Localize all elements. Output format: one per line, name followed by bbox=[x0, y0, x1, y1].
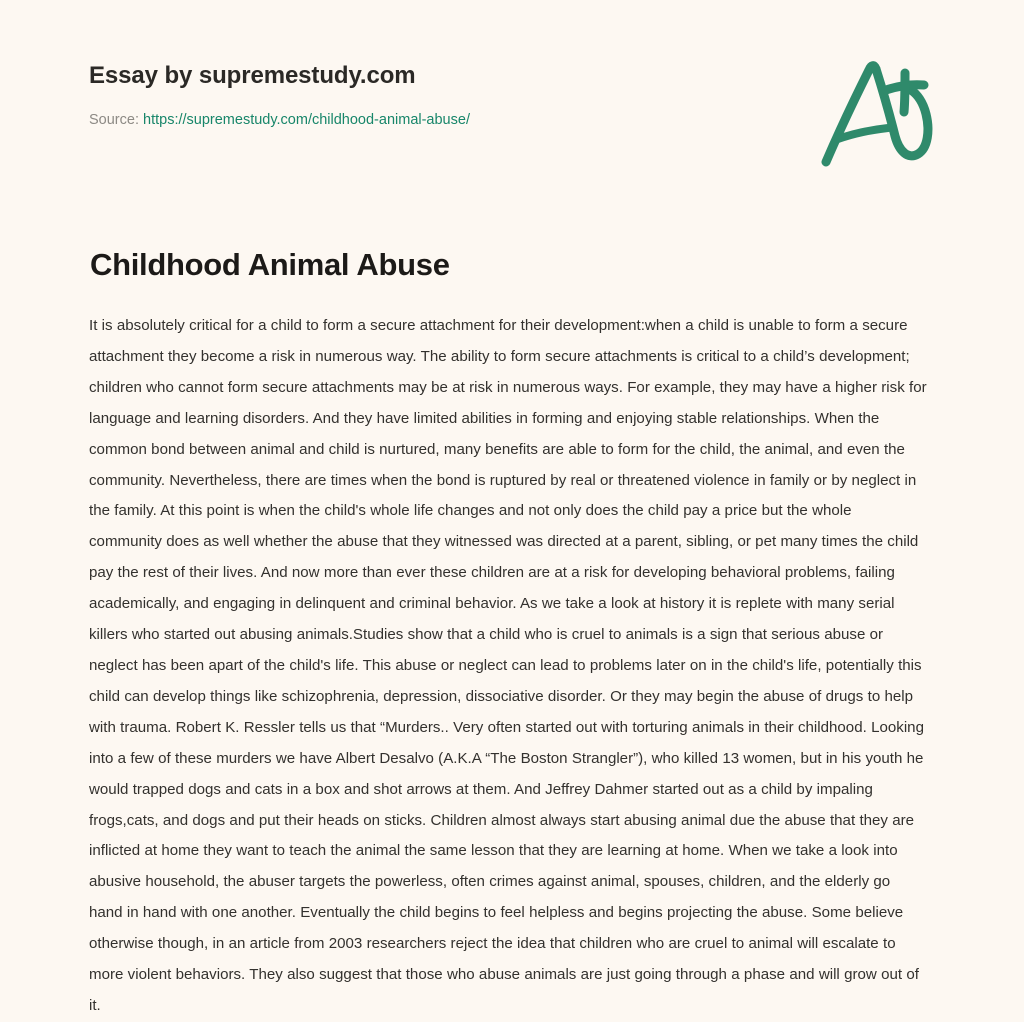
essay-body-text: It is absolutely critical for a child to form a secure attachment for their development:when a child is unable to form a secure attachment they become a risk in numerous way. The ability to form secure attachments is critical to a child’s development; children who cannot form secure attachments may be at risk in numerous ways. For example, they may have a higher risk for language and learning disorders. And they have limited abilities in forming and enjoying stable relationships. When the common bond between animal and child is nurtured, many benefits are able to form for the child, the animal, and even the community. Nevertheless, there are times when the bond is ruptured by real or threatened violence in family or by neglect in the family. At this point is when the child's whole life changes and not only does the child pay a price but the whole community does as well whether the abuse that they witnessed was directed at a parent, sibling, or pet many times the child pay the rest of their lives. And now more than ever these children are at a risk for developing behavioral problems, failing academically, and engaging in delinquent and criminal behavior. As we take a look at history it is replete with many serial killers who started out abusing animals.Studies show that a child who is cruel to animals is a sign that serious abuse or neglect has been apart of the child's life. This abuse or neglect can lead to problems later on in the child's life, potentially this child can develop things like schizophrenia, depression, dissociative disorder. Or they may begin the abuse of drugs to help with trauma. Robert K. Ressler tells us that “Murders.. Very often started out with torturing animals in their childhood. Looking into a few of these murders we have Albert Desalvo (A.K.A “The Boston Strangler”), who killed 13 women, but in his youth he would trapped dogs and cats in a box and shot arrows at them. And Jeffrey Dahmer started out as a child by impaling frogs,cats, and dogs and put their heads on sticks. Children almost always start abusing animal due the abuse that they are inflicted at home they want to teach the animal the same lesson that they are learning at home. When we take a look into abusive household, the abuser targets the powerless, often crimes against animal, spouses, children, and the elderly go hand in hand with one another. Eventually the child begins to feel helpless and begins projecting the abuse. Some believe otherwise though, in an article from 2003 researchers reject the idea that children who are cruel to animal will escalate to more violent behaviors. They also suggest that those who abuse animals are just going through a phase and will grow out of it. bbox=[89, 317, 927, 1014]
source-url-link[interactable]: https://supremestudy.com/childhood-animal-abuse/ bbox=[143, 111, 470, 128]
a-plus-logo bbox=[812, 54, 940, 172]
essay-byline: Essay by supremestudy.com bbox=[89, 62, 416, 89]
source-label: Source: bbox=[89, 111, 139, 128]
page-title: Childhood Animal Abuse bbox=[90, 247, 450, 282]
a-plus-logo-icon bbox=[812, 54, 940, 172]
